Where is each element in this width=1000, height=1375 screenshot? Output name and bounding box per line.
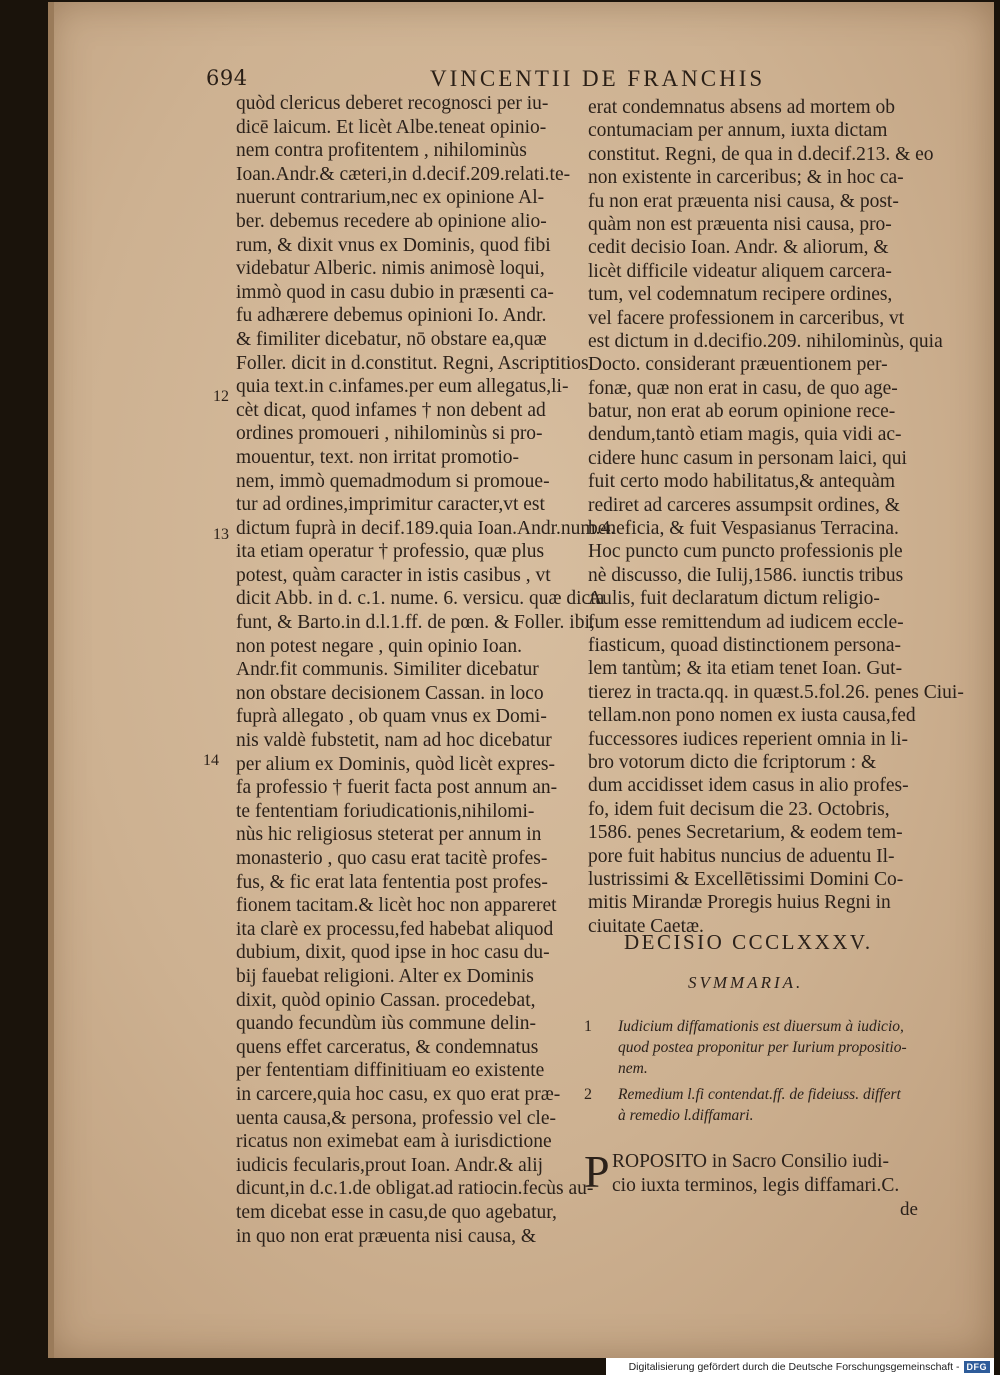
text-line: per fententiam diffinitiuam eo existente (236, 1060, 545, 1082)
summaria-item-number: 2 (584, 1086, 592, 1103)
text-line: dicē laicum. Et licèt Albe.teneat opinio- (236, 116, 547, 138)
page-number: 694 (206, 66, 248, 90)
text-line: quàm non est præuenta nisi causa, pro- (588, 213, 892, 235)
text-line: vel facere professionem in carceribus, vt (588, 307, 905, 329)
summaria-item-number: 1 (584, 1018, 592, 1035)
text-line: Docto. considerant præuentionem per- (588, 354, 888, 376)
summaria-list (584, 1016, 964, 1131)
text-line: erat condemnatus absens ad mortem ob (588, 97, 896, 118)
text-line: in quo non erat præuenta nisi causa, & (236, 1225, 537, 1247)
text-line: fuprà allegato , ob quam vnus ex Domi- (236, 706, 547, 728)
text-line: dicit Abb. in d. c.1. nume. 6. versicu. quæ dicta (236, 588, 605, 610)
text-line: non potest negare , quin opinio Ioan. (236, 635, 522, 657)
text-line: in carcere,quia hoc casu, ex quo erat præ- (236, 1083, 561, 1105)
text-line: immò quod in casu dubio in præsenti ca- (236, 281, 554, 303)
text-line: nem contra profitentem , nihilominùs (236, 140, 527, 162)
text-line: ordines promoueri , nihilominùs si pro- (236, 423, 543, 445)
text-line: mouentur, text. non irritat promotio- (236, 446, 519, 468)
text-line: Ioan.Andr.& cæteri,in d.decif.209.relati.te- (236, 163, 571, 185)
text-line: nem, immò quemadmodum si promoue- (236, 470, 550, 492)
text-line: monasterio , quo casu erat tacitè profes- (236, 848, 548, 869)
text-line: fo, idem fuit decisum die 23. Octobris, (588, 798, 890, 820)
margin-number: 14 (203, 752, 219, 769)
text-line: bro votorum dicto die fcriptorum : & (588, 751, 877, 773)
catchword: de (900, 1199, 918, 1220)
text-line: nuerunt contrarium,nec ex opinione Al- (236, 187, 545, 209)
running-head: VINCENTII DE FRANCHIS (430, 66, 766, 91)
left-column (236, 92, 616, 1248)
text-line: Hoc puncto cum puncto professionis ple (588, 541, 903, 563)
text-line: fuccessores iudices reperient omnia in li- (588, 728, 909, 750)
summaria-item-line: nem. (618, 1060, 648, 1077)
text-line: cidere hunc casum in personam laici, qui (588, 447, 907, 469)
body-line: ROPOSITO in Sacro Consilio iudi- (612, 1151, 889, 1172)
text-line: nis valdè fubstetit, nam ad hoc dicebatur (236, 730, 552, 752)
text-line: non existente in carceribus; & in hoc ca- (588, 167, 904, 189)
text-line: quando fecundùm iùs commune delin- (236, 1013, 537, 1035)
text-line: ricatus non eximebat eam à iurisdictione (236, 1131, 552, 1153)
text-line: constitut. Regni, de qua in d.decif.213. & eo (588, 143, 934, 165)
margin-number: 13 (213, 526, 229, 543)
text-line: non obstare decisionem Cassan. in loco (236, 682, 544, 704)
summaria-item (584, 1016, 964, 1079)
text-line: cedit decisio Ioan. Andr. & aliorum, & (588, 237, 889, 259)
footer-text: Digitalisierung gefördert durch die Deutsche Forschungsgemeinschaft - (628, 1360, 960, 1373)
text-line: dictum fuprà in decif.189.quia Ioan.Andr.num.4. (236, 517, 616, 539)
text-line: fonæ, quæ non erat in casu, de quo age- (588, 377, 898, 399)
text-line: batur, non erat ab eorum opinione rece- (588, 401, 896, 423)
summaria-item (584, 1084, 964, 1126)
decisio-title: DECISIO CCCLXXXV. (624, 930, 873, 954)
text-line: licèt difficile videatur aliquem carcera- (588, 260, 892, 282)
dfg-logo-icon: DFG (964, 1361, 991, 1373)
text-line: bij fauebat religioni. Alter ex Dominis (236, 965, 534, 987)
text-line: fionem tacitam.& licèt hoc non appareret (236, 895, 557, 917)
summaria-item-line: Iudicium diffamationis est diuersum à iudicio, (618, 1018, 904, 1035)
text-line: quia text.in c.infames.per eum allegatus,li- (236, 376, 569, 398)
body-line: cio iuxta terminos, legis diffamari.C. (612, 1174, 900, 1196)
text-line: fuit certo modo habilitatus,& antequàm (588, 471, 896, 493)
text-line: dum accidisset idem casus in alio profes- (588, 775, 909, 797)
text-line: fiasticum, quoad distinctionem persona- (588, 634, 902, 656)
text-line: iudicis fecularis,prout Ioan. Andr.& alij (236, 1154, 544, 1176)
text-line: rediret ad carceres assumpsit ordines, & (588, 494, 900, 516)
text-line: beneficia, & fuit Vespasianus Terracina. (588, 518, 899, 540)
text-line: ciuitate Caetæ. (588, 915, 704, 937)
digitization-footer (606, 1358, 994, 1375)
text-line: tur ad ordines,imprimitur caracter,vt est (236, 494, 545, 516)
text-line: 1586. penes Secretarium, & eodem tem- (588, 822, 903, 844)
text-line: ita etiam operatur † professio, quæ plus (236, 541, 545, 563)
text-line: uenta causa,& persona, professio vel cle- (236, 1107, 556, 1129)
text-line: fum esse remittendum ad iudicem eccle- (588, 611, 904, 633)
text-line: fu adhærere debemus opinioni Io. Andr. (236, 305, 547, 327)
margin-number: 12 (213, 388, 229, 405)
summaria-item-line: à remedio l.diffamari. (618, 1107, 754, 1124)
text-line: tellam.non pono nomen ex iusta causa,fed (588, 705, 916, 727)
text-line: nè discusso, die Iulij,1586. iunctis tribus (588, 564, 904, 586)
text-line: lem tantùm; & ita etiam tenet Ioan. Gut- (588, 658, 903, 680)
text-line: te fententiam foriudicationis,nihilomi- (236, 800, 535, 822)
text-line: ita clarè ex processu,fed habebat aliquod (236, 918, 554, 940)
text-line: dicunt,in d.c.1.de obligat.ad ratiocin.fecùs au- (236, 1178, 594, 1200)
text-line: pore fuit habitus nuncius de aduentu Il- (588, 845, 895, 867)
text-line: fu non erat præuenta nisi causa, & post- (588, 190, 899, 212)
text-line: fa professio † fuerit facta post annum an- (236, 777, 558, 799)
text-line: dubium, dixit, quod ipse in hoc casu du- (236, 942, 550, 964)
text-line: tum, vel codemnatum recipere ordines, (588, 284, 893, 306)
text-line: tem dicebat esse in casu,de quo agebatur, (236, 1201, 557, 1223)
text-line: & fimiliter dicebatur, nō obstare ea,quæ (236, 328, 547, 350)
text-line: tierez in tracta.qq. in quæst.5.fol.26. penes Ciui- (588, 681, 964, 703)
text-line: Aulis, fuit declaratum dictum religio- (588, 588, 880, 610)
text-line: mitis Mirandæ Proregis huius Regni in (588, 892, 891, 914)
right-column (588, 96, 964, 938)
text-line: cèt dicat, quod infames † non debent ad (236, 399, 546, 421)
drop-cap: P (584, 1146, 610, 1197)
text-line: contumaciam per annum, iuxta dictam (588, 120, 888, 142)
text-line: nùs hic religiosus steterat per annum in (236, 824, 542, 846)
text-line: videbatur Alberic. nimis animosè loqui, (236, 258, 545, 280)
decisio-body (584, 1146, 964, 1197)
text-line: quens effet carceratus, & condemnatus (236, 1036, 539, 1058)
text-line: Andr.fit communis. Similiter dicebatur (236, 659, 539, 681)
text-line: lustrissimi & Excellētissimi Domini Co- (588, 868, 904, 890)
text-line: Foller. dicit in d.constitut. Regni, Ascriptitios. (236, 352, 594, 374)
text-line: per alium ex Dominis, quòd licèt expres- (236, 753, 555, 775)
summaria-label: SVMMARIA. (688, 973, 804, 992)
text-line: dixit, quòd opinio Cassan. procedebat, (236, 989, 536, 1011)
summaria-item-line: Remedium l.fi contendat.ff. de fideiuss. differt (618, 1086, 901, 1103)
text-line: rum, & dixit vnus ex Dominis, quod fibi (236, 234, 551, 256)
text-line: ber. debemus recedere ab opinione alio- (236, 210, 547, 232)
text-line: funt, & Barto.in d.l.1.ff. de pœn. & Foller. ibi, (236, 612, 595, 634)
text-line: fus, & fic erat lata fententia post profes- (236, 871, 548, 893)
text-line: potest, quàm caracter in istis casibus , vt (236, 564, 551, 586)
text-line: dendum,tantò etiam magis, quia vidi ac- (588, 424, 902, 446)
text-line: quòd clericus deberet recognosci per iu- (236, 93, 549, 114)
page-edge (48, 2, 54, 1358)
text-line: est dictum in d.decifio.209. nihilominùs, quia (588, 330, 943, 352)
summaria-item-line: quod postea proponitur per Iurium propositio- (618, 1039, 907, 1056)
